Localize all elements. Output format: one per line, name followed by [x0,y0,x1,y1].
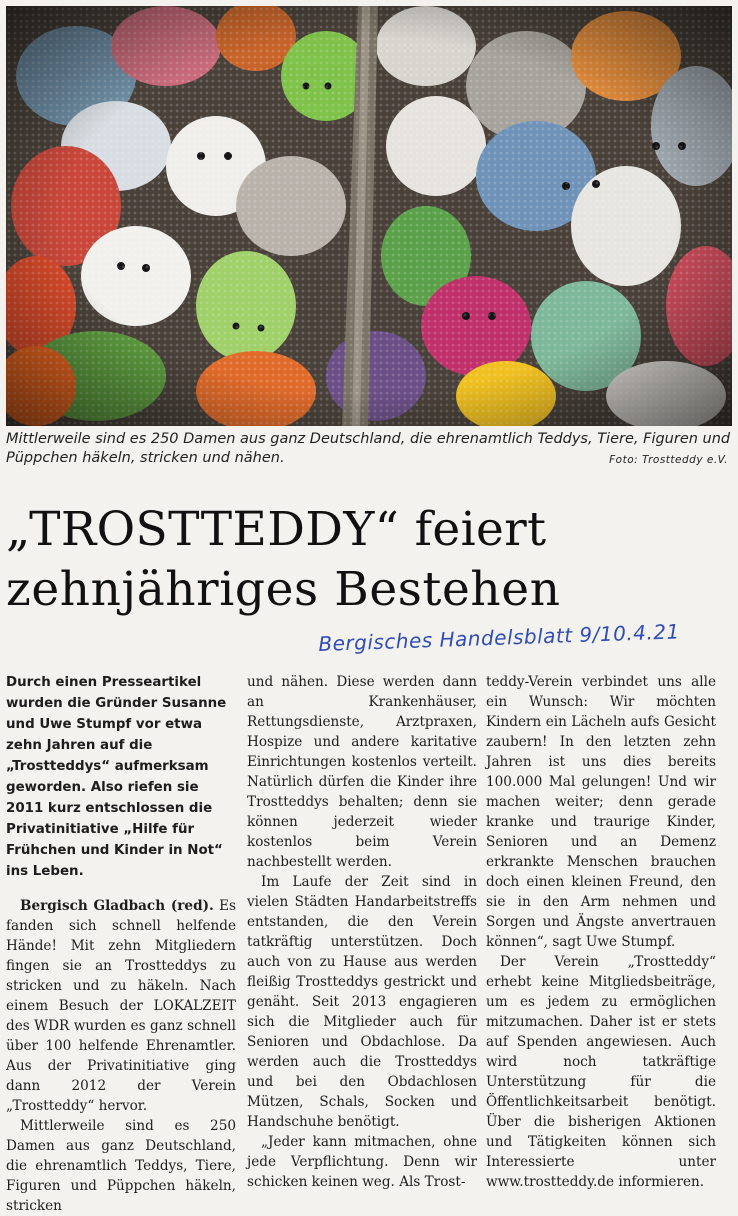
article-headline [6,500,732,620]
article-photo [6,6,732,426]
paragraph-3: und nähen. Diese werden dann an Krankenhäuser, Rettungsdienste, Arztpraxen, Hospize und andere karitative Einrichtungen kostenlos verteilt. Natürlich dürfen die Kinder ihre Trostteddys behalten; denn sie können jederzeit wieder kostenlos beim Verein nachbestellt werden. [247,674,477,870]
photo-credit: Foto: Trostteddy e.V. [609,454,728,466]
column-2 [247,672,477,1192]
article-lead: Durch einen Presseartikel wurden die Gründer Susanne und Uwe Stumpf vor etwa zehn Jahren auf die „Trostteddys“ aufmerksam geworden. Also riefen sie 2011 kurz entschlossen die Privatinitiative „Hilfe für Frühchen und Kinder in Not“ ins Leben. [6,675,227,879]
paragraph-1 [6,896,236,1116]
paragraph-6: teddy-Verein verbindet uns alle ein Wunsch: Wir möchten Kindern ein Lächeln aufs Gesicht zaubern! In den letzten zehn Jahren ist uns dies bereits 100.000 Mal gelungen! Und wir machen weiter; denn gerade kranke und traurige Kinder, Senioren und an Demenz erkrankte Menschen brauchen doch einen kleinen Freund, den sie in den Arm nehmen und Sorgen und Ängste anvertrauen können“, sagt Uwe Stumpf. [486,674,716,950]
knitted-toys-photo-icon [6,6,732,426]
paragraph-4: Im Laufe der Zeit sind in vielen Städten Handarbeitstreffs entstanden, die den Verein tatkräftig unterstützen. Doch auch von zu Hause aus werden fleißig Trostteddys gestrickt und genäht. Seit 2013 engagieren sich die Mitglieder auch für Senioren und Obdachlose. Da werden auch die Trostteddys und bei den Obdachlosen Mützen, Schals, Socken und Handschuhe benötigt. [247,874,477,1130]
caption-text: Mittlerweile sind es 250 Damen aus ganz Deutschland, die ehrenamtlich Teddys, Tiere, Figuren und Püppchen häkeln, stricken und nähen. [6,431,731,466]
dateline: Bergisch Gladbach (red). [20,898,214,914]
paragraph-1-text: Es fanden sich schnell helfende Hände! Mit zehn Mitgliedern fingen sie an Trostteddys zu stricken und zu häkeln. Nach einem Besuch der LOKALZEIT des WDR wurden es ganz schnell über 100 helfende Ehrenamtler. Aus der Privatinitiative ging dann 2012 der Verein „Trostteddy“ hervor. [6,898,236,1114]
paragraph-2: Mittlerweile sind es 250 Damen aus ganz Deutschland, die ehrenamtlich Teddys, Tiere, Figuren und Püppchen häkeln, stricken [6,1118,236,1214]
column-1 [6,672,236,1216]
photo-caption [6,430,732,468]
headline-line-1: „TROSTTEDDY“ feiert [6,502,547,557]
paragraph-7: Der Verein „Trostteddy“ erhebt keine Mitgliedsbeiträge, um es jedem zu ermöglichen mitzumachen. Daher ist er stets auf Spenden angewiesen. Auch wird noch tatkräftige Unterstützung für die Öffentlichkeitsarbeit benötigt. Über die bisherigen Aktionen und Tätigkeiten können sich Interessierte unter www.trostteddy.de informieren. [486,954,716,1190]
paragraph-5: „Jeder kann mitmachen, ohne jede Verpflichtung. Denn wir schicken keinen weg. Als Trost- [247,1134,477,1190]
column-3 [486,672,716,1192]
headline-line-2: zehnjähriges Bestehen [6,562,561,617]
handwritten-source-note: Bergisches Handelsblatt 9/10.4.21 [318,619,681,656]
